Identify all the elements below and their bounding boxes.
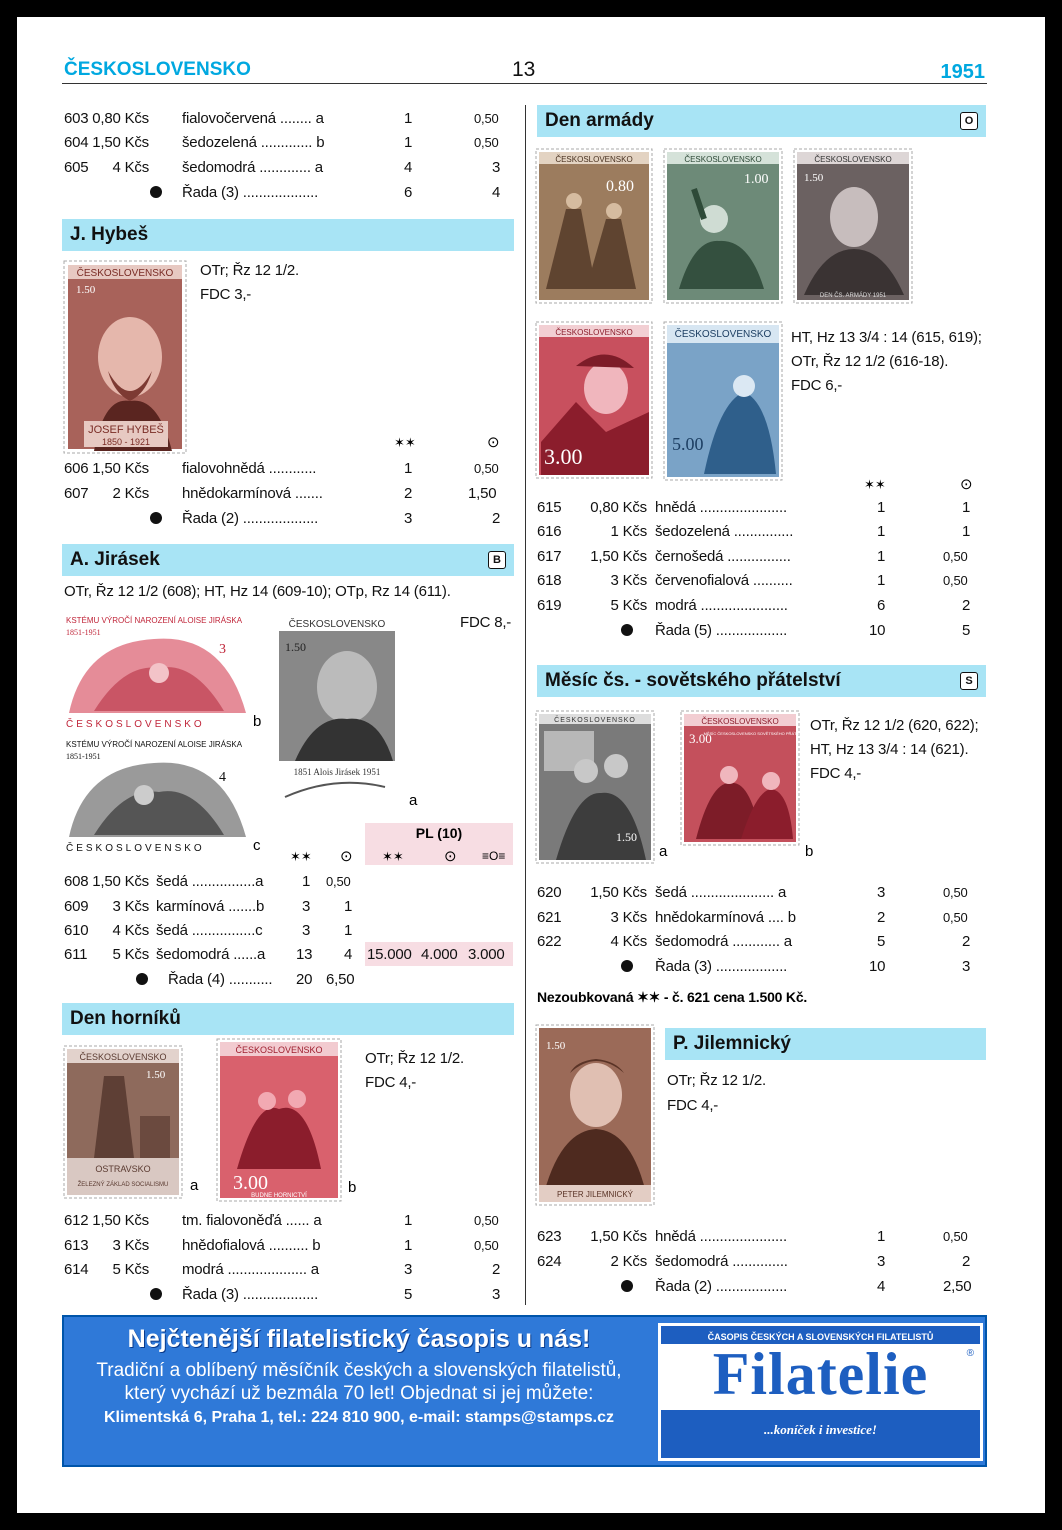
label-a: a [190, 1177, 199, 1194]
section-title-hybes: J. Hybeš [62, 219, 514, 251]
stamp-hybes [64, 261, 186, 453]
svg-text:MĚSÍC ČESKOSLOVENSKO SOVĚTSKÉH: MĚSÍC ČESKOSLOVENSKO SOVĚTSKÉHO PŘÁTELSTVÍ [703, 731, 811, 736]
logo-slogan: ...koníček i investice! [763, 1422, 877, 1437]
imperforate-note: Nezoubkovaná ✶✶ - č. 621 cena 1.500 Kč. [537, 989, 808, 1005]
pl-title: PL (10) [415, 825, 463, 841]
svg-text:ČESKOSLOVENSKO: ČESKOSLOVENSKO [79, 1052, 167, 1062]
badge-o: O [960, 112, 978, 130]
svg-text:ČESKOSLOVENSKO: ČESKOSLOVENSKO [66, 719, 205, 730]
col-mint-header: ✶✶ [394, 435, 416, 450]
svg-text:1851-1951: 1851-1951 [66, 752, 101, 761]
table-row: 606 1,50 Kčs fialovohnědá ............ 1 0,50 [64, 459, 499, 477]
svg-text:ČESKOSLOVENSKO: ČESKOSLOVENSKO [701, 717, 779, 726]
svg-text:ČESKOSLOVENSKO: ČESKOSLOVENSKO [235, 1045, 323, 1055]
stamp-armada-150 [794, 149, 912, 303]
section-title-mesic: Měsíc čs. - sovětského přátelství S [537, 665, 986, 697]
logo-wordmark: Filatelie [712, 1341, 929, 1407]
bullet-icon [150, 186, 162, 198]
bullet-icon [621, 960, 633, 972]
advert-headline: Nejčtenější filatelistický časopis u nás! [127, 1325, 591, 1353]
hornici-fdc: FDC 4,- [365, 1074, 417, 1091]
svg-text:1850 - 1921: 1850 - 1921 [101, 437, 151, 447]
table-row: 607 2 Kčs hnědokarmínová ....... 2 1,50 [64, 484, 497, 502]
table-row: 624 2 Kčs šedomodrá .............. 3 2 [537, 1252, 971, 1270]
hornici-perforation: OTr; Řz 12 1/2. [365, 1050, 464, 1067]
table-row: 619 5 Kčs modrá ...................... 6 2 [537, 596, 971, 614]
svg-text:KSTÉMU VÝROČÍ NAROZENÍ ALOISE: KSTÉMU VÝROČÍ NAROZENÍ ALOISE JIRÁSKA [66, 740, 243, 749]
svg-text:OSTRAVSKO: OSTRAVSKO [95, 1164, 151, 1174]
page-number: 13 [512, 58, 536, 81]
jirasek-perforation: OTr, Řz 12 1/2 (608); HT, Hz 14 (609-10); OTp, Rz 14 (611). [64, 583, 451, 600]
svg-text:ČESKOSLOVENSKO: ČESKOSLOVENSKO [814, 155, 892, 164]
svg-text:1.50: 1.50 [146, 1069, 166, 1081]
header-divider [62, 83, 987, 84]
label-b: b [348, 1179, 357, 1196]
bullet-icon [150, 512, 162, 524]
table-row: Řada (5) .................. 10 5 [537, 619, 977, 641]
table-row: 612 1,50 Kčs tm. fialovoněďá ...... a 1 0,50 [64, 1211, 499, 1229]
svg-text:3.00: 3.00 [233, 1172, 268, 1194]
table-row: 623 1,50 Kčs hnědá ...................... 1 0,50 [537, 1227, 968, 1245]
stamp-hornici-a [64, 1046, 182, 1198]
badge-b: B [488, 551, 506, 569]
svg-text:0.80: 0.80 [606, 178, 634, 195]
table-row: 613 3 Kčs hnědofialová .......... b 1 0,50 [64, 1236, 499, 1254]
svg-text:1.00: 1.00 [744, 172, 769, 187]
jilemnicky-fdc: FDC 4,- [667, 1097, 719, 1114]
table-row: 603 0,80 Kčs fialovočervená ........ a 1 0,50 [64, 109, 499, 127]
hybes-fdc: FDC 3,- [200, 286, 252, 303]
filatelie-advert[interactable] [62, 1315, 987, 1467]
pl-mint-header: ✶✶ [382, 849, 404, 864]
stamp-jirasek-c [64, 737, 249, 855]
label-a: a [659, 843, 668, 860]
armada-note-2: OTr, Řz 12 1/2 (616-18). [791, 353, 949, 370]
bullet-icon [136, 973, 148, 985]
label-b: b [253, 713, 262, 730]
col-used-header: ⊙ [487, 434, 500, 451]
armada-note-1: HT, Hz 13 3/4 : 14 (615, 619); [791, 329, 982, 346]
pl-used-header: ⊙ [444, 848, 457, 865]
stamp-armada-080 [536, 149, 652, 303]
table-row: Řada (4) ........... 20 6,50 [64, 968, 514, 990]
table-row: 620 1,50 Kčs šedá ..................... a 3 0,50 [537, 883, 968, 901]
table-row: 609 3 Kčs karmínová .......b 3 1 [64, 897, 353, 915]
col-used-header: ⊙ [340, 848, 353, 865]
svg-text:BUDNE HORNICTVÍ: BUDNE HORNICTVÍ [251, 1193, 307, 1199]
section-title-jirasek: A. Jirásek B [62, 544, 514, 576]
label-b: b [805, 843, 814, 860]
table-row: 614 5 Kčs modrá .................... a 3 2 [64, 1260, 501, 1278]
col-used-header: ⊙ [960, 476, 973, 493]
stamp-armada-300 [536, 322, 652, 478]
table-row: 615 0,80 Kčs hnědá ...................... 1 1 [537, 498, 971, 516]
armada-fdc: FDC 6,- [791, 377, 843, 394]
stamp-jirasek-a [275, 615, 399, 801]
svg-text:1851-1951: 1851-1951 [66, 628, 101, 637]
table-row: Řada (2) .................. 4 2,50 [537, 1275, 977, 1297]
logo-tagline-top: ČASOPIS ČESKÝCH A SLOVENSKÝCH FILATELISTŮ [707, 1332, 934, 1342]
svg-text:KSTÉMU VÝROČÍ NAROZENÍ ALOISE: KSTÉMU VÝROČÍ NAROZENÍ ALOISE JIRÁSKA [66, 616, 243, 625]
svg-text:ČESKOSLOVENSKO: ČESKOSLOVENSKO [66, 843, 205, 854]
bullet-icon [621, 1280, 633, 1292]
col-mint-header: ✶✶ [864, 477, 886, 492]
section-title-armada: Den armády O [537, 105, 986, 137]
svg-text:5.00: 5.00 [672, 434, 704, 454]
table-row: Řada (2) ................... 3 2 [64, 507, 504, 529]
svg-text:ČESKOSLOVENSKO: ČESKOSLOVENSKO [76, 268, 174, 279]
advert-line-2: který vychází už bezmála 70 let! Objednat si jej můžete: [124, 1383, 594, 1404]
bullet-icon [150, 1288, 162, 1300]
label-a: a [409, 792, 418, 809]
jilemnicky-perforation: OTr; Řz 12 1/2. [667, 1072, 766, 1089]
table-row: 610 4 Kčs šedá ................c 3 1 [64, 921, 353, 939]
svg-text:4: 4 [219, 770, 226, 785]
svg-text:1.50: 1.50 [616, 830, 637, 844]
table-row: Řada (3) .................. 10 3 [537, 955, 977, 977]
year-heading: 1951 [940, 61, 985, 83]
mesic-fdc: FDC 4,- [810, 765, 862, 782]
svg-text:3.00: 3.00 [544, 444, 583, 469]
svg-text:1851 Alois Jirásek 1951: 1851 Alois Jirásek 1951 [293, 767, 381, 777]
country-heading: ČESKOSLOVENSKO [64, 59, 251, 80]
svg-text:ČESKOSLOVENSKO: ČESKOSLOVENSKO [555, 155, 633, 164]
stamp-jirasek-b [64, 613, 249, 731]
pl-fdc-header: ≡O≡ [482, 849, 506, 863]
svg-text:ČESKOSLOVENSKO: ČESKOSLOVENSKO [674, 329, 772, 340]
table-row: 605 4 Kčs šedomodrá ............. a 4 3 [64, 158, 501, 176]
svg-text:JOSEF HYBEŠ: JOSEF HYBEŠ [88, 424, 164, 436]
mesic-note-1: OTr, Řz 12 1/2 (620, 622); [810, 717, 979, 734]
jirasek-fdc: FDC 8,- [460, 614, 512, 631]
stamp-mesic-a [536, 711, 654, 863]
section-title-hornici: Den horníků [62, 1003, 514, 1035]
svg-text:ČESKOSLOVENSKO: ČESKOSLOVENSKO [554, 717, 636, 724]
table-row: Řada (3) ................... 6 4 [64, 181, 504, 203]
table-row: 618 3 Kčs červenofialová .......... 1 0,50 [537, 571, 968, 589]
svg-text:ČESKOSLOVENSKO: ČESKOSLOVENSKO [288, 619, 386, 630]
badge-s: S [960, 672, 978, 690]
table-row: 608 1,50 Kčs šedá ................a 1 0,50 [64, 872, 351, 890]
table-row: 611 5 Kčs šedomodrá ......a 13 4 15.000 4.000 3.000 [64, 945, 505, 963]
filatelie-logo [658, 1323, 983, 1461]
table-row: Řada (3) ................... 5 3 [64, 1283, 504, 1305]
svg-text:ČESKOSLOVENSKO: ČESKOSLOVENSKO [684, 155, 762, 164]
svg-text:3: 3 [219, 642, 226, 657]
advert-text [64, 1317, 654, 1465]
table-row: 622 4 Kčs šedomodrá ............ a 5 2 [537, 932, 971, 950]
label-c: c [253, 837, 261, 854]
table-row: 621 3 Kčs hnědokarmínová .... b 2 0,50 [537, 908, 968, 926]
registered-icon: ® [966, 1348, 974, 1359]
stamp-armada-100 [664, 149, 782, 303]
svg-text:1.50: 1.50 [76, 284, 96, 296]
svg-text:1.50: 1.50 [804, 172, 824, 184]
catalog-page [17, 17, 1045, 1513]
svg-text:PETER JILEMNICKÝ: PETER JILEMNICKÝ [556, 1190, 634, 1199]
table-row: 616 1 Kčs šedozelená ............... 1 1 [537, 522, 971, 540]
stamp-mesic-b [681, 711, 811, 845]
stamp-armada-500 [664, 322, 782, 480]
svg-text:1.50: 1.50 [285, 640, 306, 654]
stamp-jilemnicky [536, 1025, 654, 1205]
table-row: 617 1,50 Kčs černošedá ................ 1 0,50 [537, 547, 968, 565]
hybes-perforation: OTr; Řz 12 1/2. [200, 262, 299, 279]
advert-contact[interactable]: Klimentská 6, Praha 1, tel.: 224 810 900, e-mail: stamps@stamps.cz [103, 1409, 615, 1426]
mesic-note-2: HT, Hz 13 3/4 : 14 (621). [810, 741, 969, 758]
bullet-icon [621, 624, 633, 636]
column-divider [525, 105, 526, 1305]
stamp-hornici-b [217, 1039, 341, 1201]
svg-text:1.50: 1.50 [546, 1040, 566, 1052]
svg-text:3.00: 3.00 [689, 731, 712, 746]
table-row: 604 1,50 Kčs šedozelená ............. b 1 0,50 [64, 133, 499, 151]
svg-text:ŽELEZNÝ ZÁKLAD SOCIALISMU: ŽELEZNÝ ZÁKLAD SOCIALISMU [77, 1182, 169, 1188]
advert-line-1: Tradiční a oblíbený měsíčník českých a slovenských filatelistů, [96, 1360, 622, 1381]
svg-text:ČESKOSLOVENSKO: ČESKOSLOVENSKO [555, 328, 633, 337]
col-mint-header: ✶✶ [290, 849, 312, 864]
svg-text:DEN ČS. ARMÁDY 1951: DEN ČS. ARMÁDY 1951 [819, 293, 887, 299]
section-title-jilemnicky: P. Jilemnický [665, 1028, 986, 1060]
